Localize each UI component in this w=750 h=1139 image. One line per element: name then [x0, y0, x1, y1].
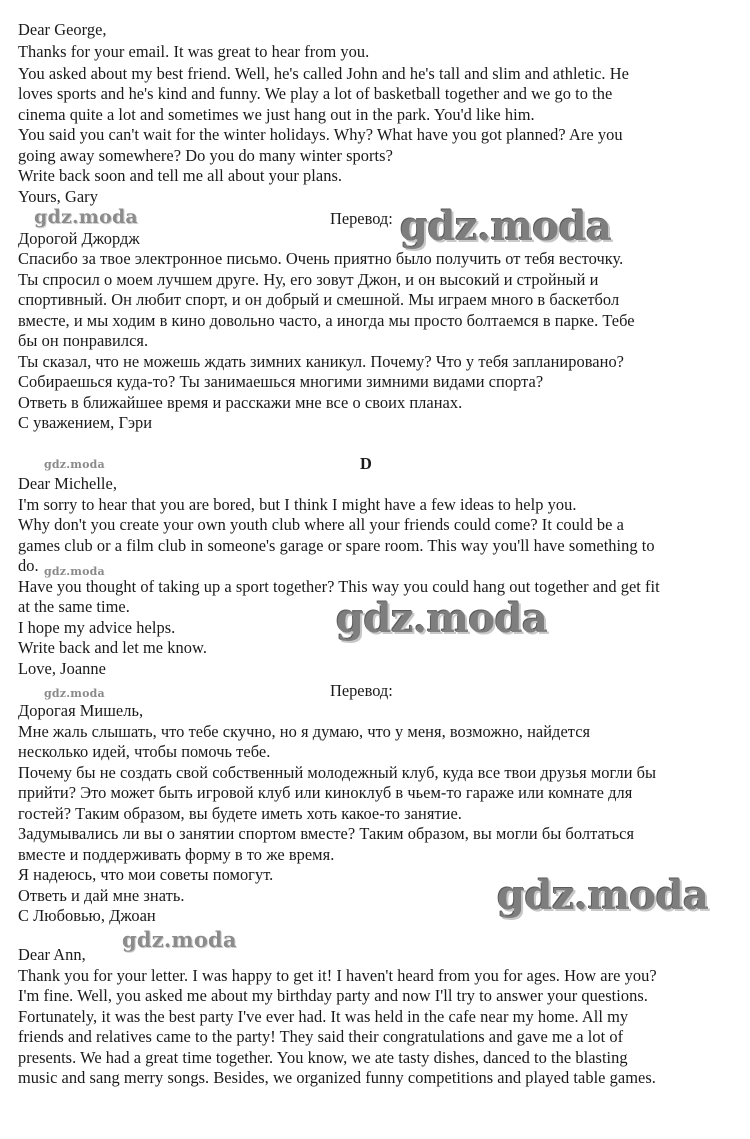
letter-joanne-line: Write back and let me know. — [18, 638, 207, 657]
letter-gary-line: You asked about my best friend. Well, he's called John and he's tall and slim and athletic. He — [18, 64, 629, 83]
watermark-logo: gdz.moda — [44, 687, 105, 700]
translation-line: прийти? Это может быть игровой клуб или киноклуб в чьем-то гараже или комнате для — [18, 783, 633, 802]
translation-line: Задумывались ли вы о занятии спортом вместе? Таким образом, вы могли бы болтаться — [18, 824, 635, 843]
translation-line: Я надеюсь, что мои советы помогут. — [18, 865, 274, 884]
watermark-logo: gdz.moda — [34, 206, 138, 228]
translation-line: С Любовью, Джоан — [18, 906, 156, 925]
letter-ann-line: presents. We had a great time together. You know, we ate tasty dishes, danced to the blasting — [18, 1048, 628, 1067]
translation-line: Дорогая Мишель, — [18, 701, 144, 720]
translation-line: Дорогой Джордж — [18, 229, 140, 248]
letter-gary-line: Dear George, — [18, 20, 107, 39]
letter-joanne-line: games club or a film club in someone's garage or spare room. This way you'll have something to — [18, 536, 655, 555]
letter-joanne-line: I'm sorry to hear that you are bored, but I think I might have a few ideas to help you. — [18, 495, 577, 514]
watermark-logo: gdz.moda — [336, 595, 548, 642]
translation-line: Мне жаль слышать, что тебе скучно, но я думаю, что у меня, возможно, найдется — [18, 722, 591, 741]
letter-ann-line: I'm fine. Well, you asked me about my birthday party and now I'll try to answer your questions. — [18, 986, 648, 1005]
letter-ann-line: music and sang merry songs. Besides, we organized funny competitions and played table games. — [18, 1068, 656, 1087]
translation-line: спортивный. Он любит спорт, и он добрый и смешной. Мы играем много в баскетбол — [18, 290, 620, 309]
translation-line: Почему бы не создать свой собственный молодежный клуб, куда все твои друзья могли бы — [18, 763, 657, 782]
letter-gary-line: Write back soon and tell me all about your plans. — [18, 166, 343, 185]
letter-gary-line: cinema quite a lot and sometimes we just hang out in the park. You'd like him. — [18, 105, 535, 124]
translation-line: Ответь в ближайшее время и расскажи мне все о своих планах. — [18, 393, 463, 412]
translation-line: бы он понравился. — [18, 331, 149, 350]
letter-joanne-line: I hope my advice helps. — [18, 618, 176, 637]
translation-line: С уважением, Гэри — [18, 413, 153, 432]
letter-ann-line: Thank you for your letter. I was happy to get it! I haven't heard from you for ages. How are you? — [18, 966, 657, 985]
letter-gary-line: going away somewhere? Do you do many winter sports? — [18, 146, 393, 165]
translation-line: Собираешься куда-то? Ты занимаешься многими зимними видами спорта? — [18, 372, 544, 391]
translation-label: Перевод: — [330, 681, 393, 700]
watermark-logo: gdz.moda — [122, 927, 237, 952]
translation-line: несколько идей, чтобы помочь тебе. — [18, 742, 271, 761]
letter-gary-line: Thanks for your email. It was great to hear from you. — [18, 42, 370, 61]
letter-gary-line: loves sports and he's kind and funny. We play a lot of basketball together and we go to the — [18, 84, 613, 103]
translation-line: Ответь и дай мне знать. — [18, 886, 185, 905]
letter-joanne-signature: Love, Joanne — [18, 659, 106, 678]
letter-gary-signature: Yours, Gary — [18, 187, 98, 206]
watermark-logo: gdz.moda — [400, 203, 612, 250]
letter-joanne-line: Why don't you create your own youth club where all your friends could come? It could be a — [18, 515, 624, 534]
section-heading: D — [360, 454, 372, 473]
letter-ann-line: friends and relatives came to the party! They said their congratulations and gave me a lot of — [18, 1027, 624, 1046]
letter-gary-line: You said you can't wait for the winter holidays. Why? What have you got planned? Are you — [18, 125, 623, 144]
translation-line: гостей? Таким образом, вы будете иметь хоть какое-то занятие. — [18, 804, 462, 823]
translation-line: Спасибо за твое электронное письмо. Очень приятно было получить от тебя весточку. — [18, 249, 624, 268]
letter-joanne-line: Dear Michelle, — [18, 474, 117, 493]
letter-joanne-line: at the same time. — [18, 597, 130, 616]
translation-line: Ты спросил о моем лучшем друге. Ну, его зовут Джон, и он высокий и стройный и — [18, 270, 599, 289]
translation-label: Перевод: — [330, 209, 393, 228]
translation-line: вместе, и мы ходим в кино довольно часто, а иногда мы просто болтаемся в парке. Тебе — [18, 311, 635, 330]
watermark-logo: gdz.moda — [44, 458, 105, 471]
watermark-logo: gdz.moda — [44, 565, 105, 578]
watermark-logo: gdz.moda — [497, 872, 709, 919]
translation-line: вместе и поддерживать форму в то же время. — [18, 845, 335, 864]
letter-joanne-line: do. — [18, 556, 39, 575]
letter-joanne-line: Have you thought of taking up a sport together? This way you could hang out together and get fit — [18, 577, 660, 596]
letter-ann-line: Dear Ann, — [18, 945, 86, 964]
letter-ann-line: Fortunately, it was the best party I've ever had. It was held in the cafe near my home. All my — [18, 1007, 629, 1026]
translation-line: Ты сказал, что не можешь ждать зимних каникул. Почему? Что у тебя запланировано? — [18, 352, 625, 371]
